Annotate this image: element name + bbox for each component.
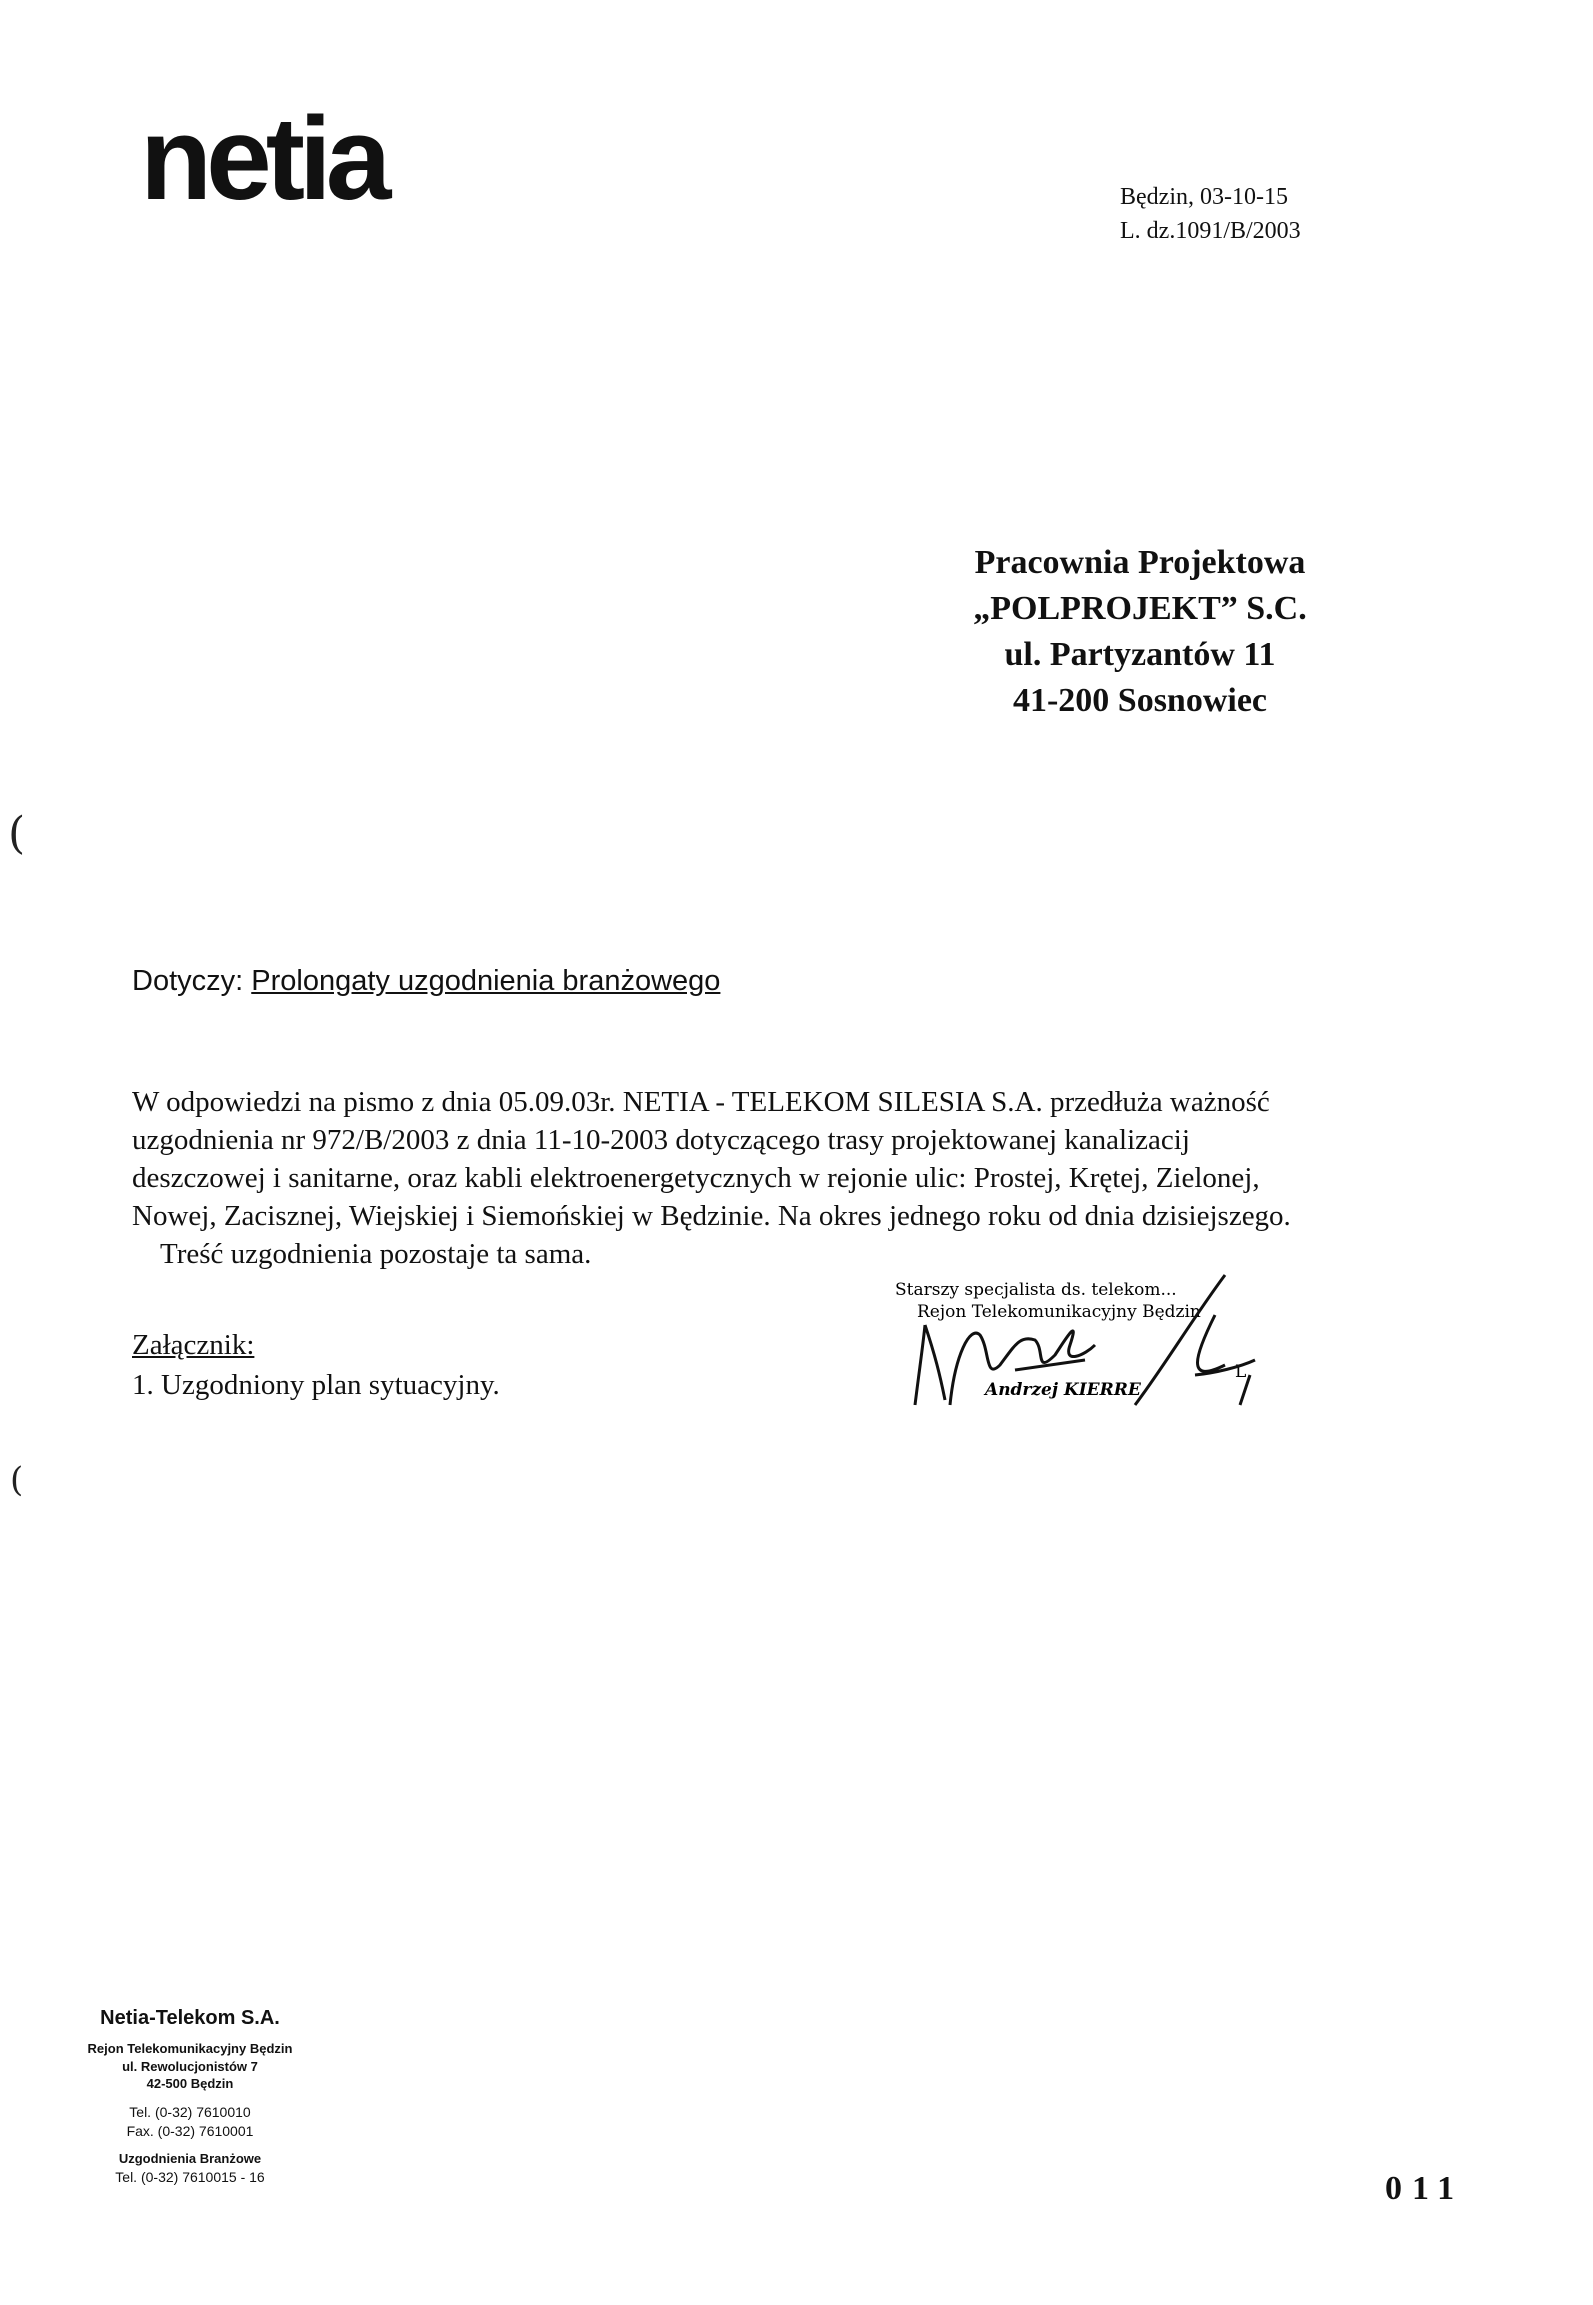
stamp-region: Rejon Telekomunikacyjny Będzin <box>917 1302 1201 1322</box>
letter-reference-block <box>1120 180 1301 248</box>
footer-phone: Tel. (0-32) 7610010 <box>129 2103 251 2120</box>
body-line: Nowej, Zacisznej, Wiejskiej i Siemońskiej w Będzinie. Na okres jednego roku od dnia dzisiejszego. <box>132 1200 1291 1232</box>
page-number: 011 <box>1385 2170 1465 2207</box>
signature-graphic <box>895 1255 1295 1415</box>
footer-street: ul. Rewolucjonistów 7 <box>122 2058 258 2074</box>
footer-company: Netia-Telekom S.A. <box>100 2007 280 2029</box>
recipient-line-3: ul. Partyzantów 11 <box>1004 636 1276 673</box>
recipient-line-1: Pracownia Projektowa <box>974 544 1306 581</box>
attachment-item: 1. Uzgodniony plan sytuacyjny. <box>132 1369 500 1401</box>
signature-stroke <box>1015 1360 1085 1370</box>
footer-region: Rejon Telekomunikacyjny Będzin <box>87 2041 293 2056</box>
signature-stamp <box>895 1255 1295 1415</box>
stamp-mark: L <box>1235 1362 1247 1382</box>
margin-mark: ( <box>10 1460 24 1500</box>
logo-text: netia <box>140 93 386 225</box>
subject-line <box>132 965 720 998</box>
margin-mark: ( <box>8 808 26 859</box>
body-line: Treść uzgodnienia pozostaje ta sama. <box>160 1238 592 1270</box>
stamp-name: Andrzej KIERRE <box>985 1380 1141 1400</box>
subject-text: Prolongaty uzgodnienia branżowego <box>251 965 721 997</box>
footer-department-phone: Tel. (0-32) 7610015 - 16 <box>115 2168 265 2185</box>
body-line: deszczowej i sanitarne, oraz kabli elektroenergetycznych w rejonie ulic: Prostej, Krętej, Zielonej, <box>132 1162 1260 1194</box>
body-line: W odpowiedzi na pismo z dnia 05.09.03r. NETIA - TELEKOM SILESIA S.A. przedłuża ważność <box>132 1086 1270 1118</box>
attachment-section <box>132 1325 500 1405</box>
recipient-line-2: „POLPROJEKT” S.C. <box>973 590 1307 627</box>
netia-logo <box>140 93 460 225</box>
footer-department: Uzgodnienia Branżowe <box>118 2151 262 2167</box>
footer-fax: Fax. (0-32) 7610001 <box>126 2122 254 2139</box>
footer-city: 42-500 Będzin <box>146 2076 234 2092</box>
stamp-title: Starszy specjalista ds. telekom... <box>895 1280 1177 1300</box>
reference-number: L. dz.1091/B/2003 <box>1120 218 1301 244</box>
body-line: uzgodnienia nr 972/B/2003 z dnia 11-10-2003 dotyczącego trasy projektowanej kanalizacij <box>132 1124 1190 1156</box>
attachment-label: Załącznik: <box>132 1329 255 1361</box>
letter-body <box>132 1083 1492 1273</box>
place-date: Będzin, 03-10-15 <box>1120 184 1288 210</box>
company-footer <box>60 2005 320 2187</box>
subject-label: Dotyczy: <box>132 965 244 997</box>
recipient-address <box>880 540 1400 724</box>
recipient-line-4: 41-200 Sosnowiec <box>1012 682 1268 719</box>
